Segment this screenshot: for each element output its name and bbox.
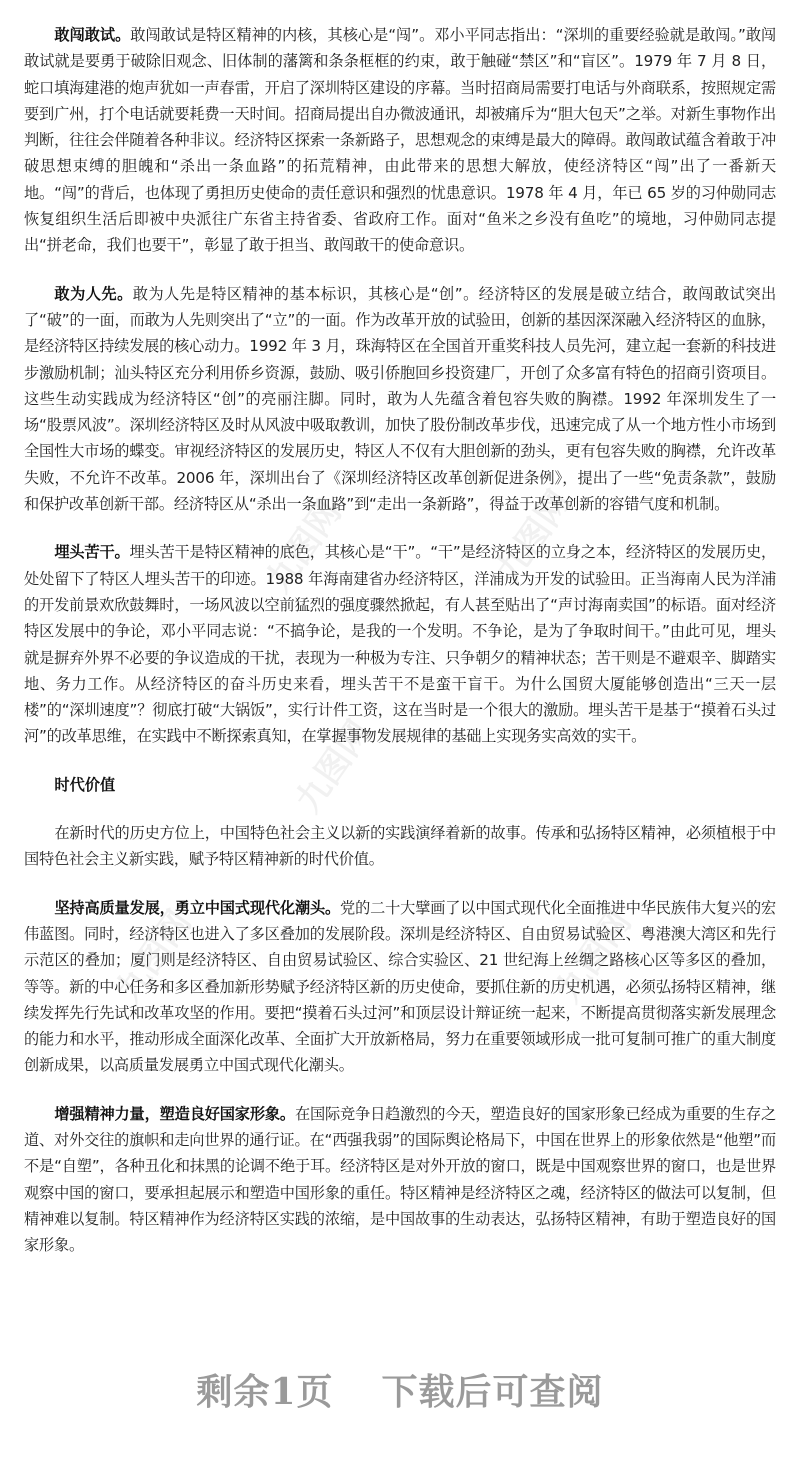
watermark: 九图网 — [488, 483, 580, 590]
watermark: 九图网 — [288, 713, 380, 820]
download-prompt[interactable] — [0, 1364, 800, 1415]
paragraph-national-image — [24, 1101, 776, 1259]
watermark: 九图网 — [548, 903, 640, 1010]
watermark: 九图网 — [258, 493, 350, 600]
paragraph-dare-to-be-first — [24, 281, 776, 518]
paragraph-lead: 坚持高质量发展，勇立中国式现代化潮头。 — [54, 898, 341, 917]
watermark: 九图网 — [108, 903, 200, 1010]
paragraph-text: 敢闯敢试是特区精神的内核，其核心是“闯”。邓小平同志指出：“深圳的重要经验就是敢闯。”敢闯敢试就是要勇于破除旧观念、旧体制的藩篱和条条框框的约束，敢于触碰“禁区”和“盲区”。1979 年 7 月 8 日，蛇口填海建港的炮声犹如一声春雷，开启了深圳特区建设的序幕。当时招商局需要打电话与外商联系，按照规定需要到广州，打个电话就要耗费一天时间。招商局提出自办微波通讯，却被痛斥为“胆大包天”之举。对新生事物作出判断，往往会伴随着各种非议。经济特区探索一条新路子，思想观念的束缚是最大的障碍。敢闯敢试蕴含着敢于冲破思想束缚的胆魄和“杀出一条血路”的拓荒精神，由此带来的思想大解放，使经济特区“闯”出了一番新天地。“闯”的背后，也体现了勇担历史使命的责任意识和强烈的忧患意识。1978 年 4 月，年已 65 岁的习仲勋同志恢复组织生活后即被中央派往广东省主持省委、省政府工作。面对“鱼米之乡没有鱼吃”的境地，习仲勋同志提出“拼老命，我们也要干”，彰显了敢于担当、敢闯敢干的使命意识。 — [24, 26, 776, 255]
remaining-pages-label: 剩余1页 — [196, 1371, 334, 1413]
paragraph-lead: 敢闯敢试。 — [54, 26, 131, 44]
paragraph-lead: 增强精神力量，塑造良好国家形象。 — [54, 1104, 295, 1123]
paragraph-intro — [24, 820, 776, 873]
paragraph-lead: 埋头苦干。 — [54, 543, 130, 562]
paragraph-text: 党的二十大擘画了以中国式现代化全面推进中华民族伟大复兴的宏伟蓝图。同时，经济特区也进入了多区叠加的发展阶段。深圳是经济特区、自由贸易试验区、粤港澳大湾区和先行示范区的叠加；厦门则是经济特区、自由贸易试验区、综合实验区、21 世纪海上丝绸之路核心区等多区的叠加，等等。新的中心任务和多区叠加新形势赋予经济特区新的历史使命，要抓住新的历史机遇，必须弘扬特区精神，继续发挥先行先试和改革攻坚的作用。要把“摸着石头过河”和顶层设计辩证统一起来，不断提高贯彻落实新发展理念的能力和水平，推动形成全面深化改革、全面扩大开放新格局，努力在重要领域形成一批可复制可推广的重大制度创新成果，以高质量发展勇立中国式现代化潮头。 — [24, 898, 776, 1075]
paragraph-lead: 敢为人先。 — [54, 284, 133, 303]
paragraph-text: 埋头苦干是特区精神的底色，其核心是“干”。“干”是经济特区的立身之本，经济特区的发展历史，处处留下了特区人埋头苦干的印迹。1988 年海南建省办经济特区，洋浦成为开发的试验田。正当海南人民为洋浦的开发前景欢欣鼓舞时，一场风波以空前猛烈的强度骤然掀起，有人甚至贴出了“声讨海南卖国”的标语。面对经济特区发展中的争论，邓小平同志说：“不搞争论，是我的一个发明。不争论，是为了争取时间干。”由此可见，埋头就是摒弃外界不必要的争议造成的干扰，表现为一种极为专注、只争朝夕的精神状态；苦干则是不避艰辛、脚踏实地、务力工作。从经济特区的奋斗历史来看，埋头苦干不是蛮干盲干。为什么国贸大厦能够创造出“三天一层楼”的“深圳速度”？彻底打破“大锅饭”，实行计件工资，这在当时是一个很大的激励。埋头苦干是基于“摸着石头过河”的改革思维，在实践中不断探索真知，在掌握事物发展规律的基础上实现务实高效的实干。 — [24, 543, 776, 746]
paragraph-high-quality-development — [24, 895, 776, 1079]
paragraph-dare-to-venture — [24, 22, 776, 259]
download-to-view-label: 下载后可查阅 — [381, 1371, 604, 1413]
paragraph-hard-work — [24, 539, 776, 749]
article-body — [24, 22, 776, 1280]
paragraph-text: 在新时代的历史方位上，中国特色社会主义以新的实践演绎着新的故事。传承和弘扬特区精神，必须植根于中国特色社会主义新实践，赋予特区精神新的时代价值。 — [24, 824, 776, 869]
paragraph-text: 在国际竞争日趋激烈的今天，塑造良好的国家形象已经成为重要的生存之道、对外交往的旗帜和走向世界的通行证。在“西强我弱”的国际舆论格局下，中国在世界上的形象依然是“他塑”而不是“自塑”，各种丑化和抹黑的论调不绝于耳。经济特区是对外开放的窗口，既是中国观察世界的窗口，也是世界观察中国的窗口，要承担起展示和塑造中国形象的重任。特区精神是经济特区之魂，经济特区的做法可以复制，但精神难以复制。特区精神作为经济特区实践的浓缩，是中国故事的生动表达，弘扬特区精神，有助于塑造良好的国家形象。 — [24, 1104, 776, 1255]
section-heading: 时代价值 — [54, 775, 116, 794]
paragraph-text: 敢为人先是特区精神的基本标识，其核心是“创”。经济特区的发展是破立结合，敢闯敢试突出了“破”的一面，而敢为人先则突出了“立”的一面。作为改革开放的试验田，创新的基因深深融入经济特区的血脉，是经济特区持续发展的核心动力。1992 年 3 月，珠海特区在全国首开重奖科技人员先河，建立起一套新的科技进步激励机制；汕头特区充分利用侨乡资源，鼓励、吸引侨胞回乡投资建厂，开创了众多富有特色的招商引资项目。这些生动实践成为经济特区“创”的亮丽注脚。同时，敢为人先蕴含着包容失败的胸襟。1992 年深圳发生了一场“股票风波”。深圳经济特区及时从风波中吸取教训，加快了股份制改革步伐，迅速完成了从一个地方性小市场到全国性大市场的蝶变。审视经济特区的发展历史，特区人不仅有大胆创新的劲头，更有包容失败的胸襟，允许改革失败，不允许不改革。2006 年，深圳出台了《深圳经济特区改革创新促进条例》，提出了一些“免责条款”，鼓励和保护改革创新干部。经济特区从“杀出一条血路”到“走出一条新路”，得益于改革创新的容错气度和机制。 — [24, 284, 776, 514]
